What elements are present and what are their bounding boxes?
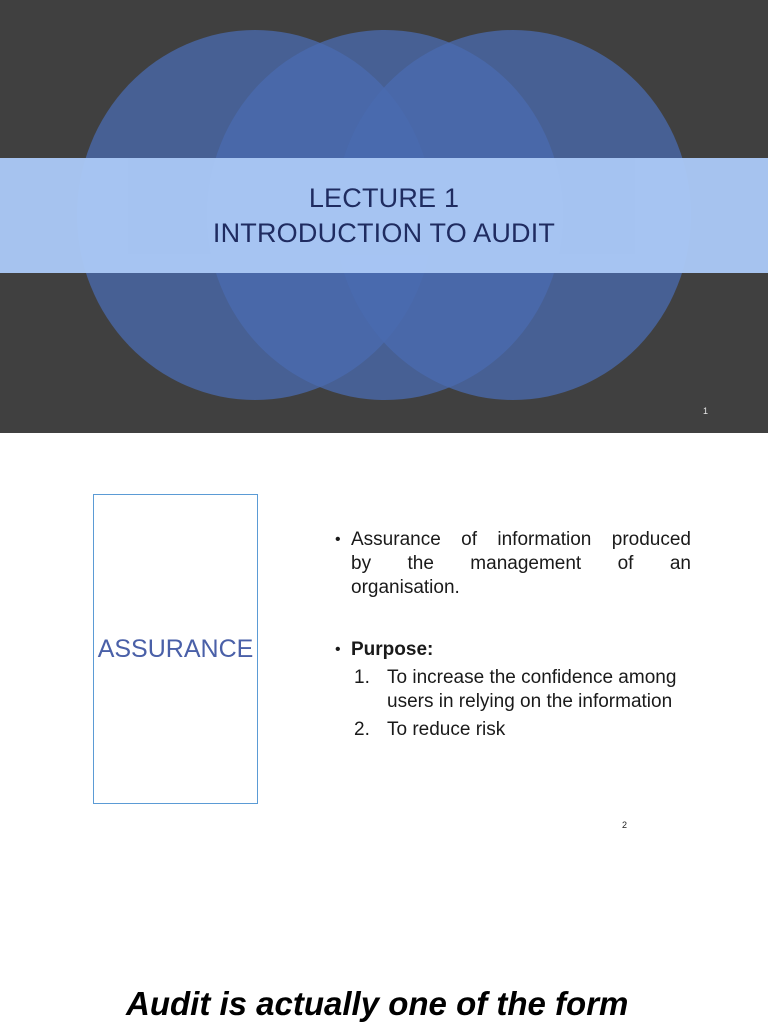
item-text: To reduce risk <box>387 719 506 740</box>
lecture-title: LECTURE 1 <box>308 182 460 213</box>
title-band <box>0 158 768 273</box>
assurance-box <box>93 494 258 804</box>
item-number: 1. <box>354 667 370 688</box>
bullet-dot-icon: • <box>335 531 341 548</box>
item-text: To increase the confidence among users in relying on the information <box>387 667 677 712</box>
page-number: 2 <box>622 820 628 830</box>
bullet-item-assurance <box>335 528 691 600</box>
bullet-text-line: by the management of an <box>351 553 691 574</box>
bullet-list <box>335 528 691 742</box>
assurance-slide <box>0 433 768 1024</box>
bullet-item-purpose <box>335 638 691 662</box>
purpose-label: Purpose: <box>351 639 434 660</box>
item-number: 2. <box>354 719 370 740</box>
bullet-text-line: organisation. <box>351 577 460 598</box>
numbered-item <box>335 718 691 742</box>
assurance-label: ASSURANCE <box>97 634 254 663</box>
bullet-dot-icon: • <box>335 641 341 658</box>
slide3-heading: Audit is actually one of the form <box>126 985 629 1022</box>
title-slide <box>0 0 768 433</box>
bullet-text-line: Assurance of information produced <box>351 529 691 550</box>
numbered-item <box>335 666 691 714</box>
page-number: 1 <box>703 406 709 416</box>
lecture-subtitle: INTRODUCTION TO AUDIT <box>212 217 556 248</box>
